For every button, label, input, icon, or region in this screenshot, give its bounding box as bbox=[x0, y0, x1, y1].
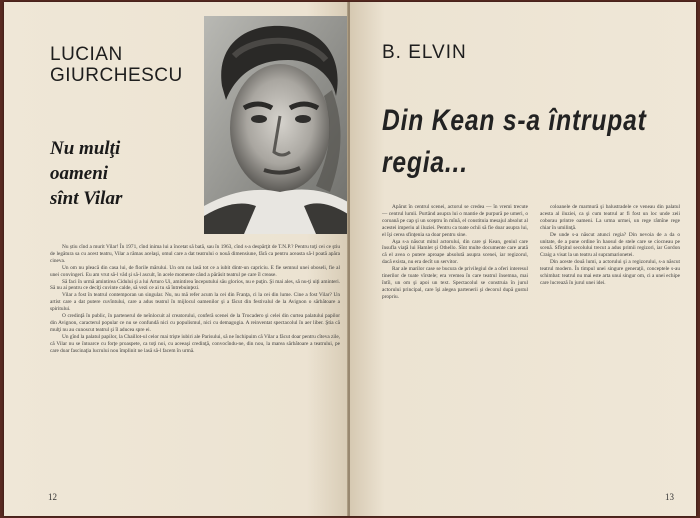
paragraph: O credinţă în public, în partenerul de neînlocuit al creatorului, conferă scenei de la Trocadero şi celei din curtea palatului papilor din Avignon, caracterul popular ce nu se confundă nici cu populismul, nici cu demagogia. A reinventat spectacolul în aer liber. Ştia că mulţi nu au cunoscut teatrul şi îl aducea spre ei. bbox=[50, 313, 340, 333]
paragraph: Aşa s-a născut mitul actorului, din care şi Kean, geniul care însufla viaţă lui Hamlet şi Othello. Sînt multe documente care arată că el avea o putere aproape absolută asupra scenei, iar regizorul, dacă exista, nu era decît un servitor. bbox=[382, 238, 528, 266]
headline-line-2: oameni bbox=[50, 163, 109, 184]
portrait-illustration bbox=[204, 16, 348, 234]
magazine-spread bbox=[4, 2, 696, 516]
page-number-right: 13 bbox=[665, 492, 674, 502]
right-page bbox=[350, 2, 696, 516]
right-author: B. ELVIN bbox=[382, 42, 467, 63]
headline-line-3: sînt Vilar bbox=[50, 188, 123, 209]
headline-line-1: Din Kean s-a întrupat bbox=[382, 104, 647, 137]
right-headline bbox=[382, 100, 647, 184]
paragraph: Un om nu pleacă din casa lui, de florile mărului. Un om nu lasă tot ce a iubit dintr-un capriciu. E fie semnul unei oboseli, fie al unei convingeri. Eu am vrut să-l văd şi să-l ascult, în acele momente când a părăsit teatrul pe care îl crease. bbox=[50, 264, 340, 278]
left-page bbox=[4, 2, 348, 516]
left-author bbox=[50, 44, 183, 86]
paragraph: Vilar a fost în teatrul contemporan un singular. Nu, nu mă refer acum la cei din Franţa, ci la cei din lume. Cine a fost Vilar? Un artist care a dat putere cuvîntului, care a adus teatrul în mijlocul oamenilor şi a făcut din festivalul de la Avignon o sărbătoare a spiritului. bbox=[50, 292, 340, 313]
portrait-photo bbox=[204, 16, 348, 234]
paragraph: Din aceste două lumi, a actorului şi a regizorului, s-a născut teatrul modern. În timpul unei singure generaţii, conceptele s-au schimbat: teatrul nu mai este arta unui singur om, ci a unei echipe care lucrează în jurul unei idei. bbox=[540, 259, 680, 286]
left-headline bbox=[50, 136, 122, 211]
page-number-left: 12 bbox=[48, 492, 57, 502]
paragraph: Un gînd la palatul papilor, la Chaillot-ul celor mai trişte iubiri ale Parisului, să ne închipuim că Vilar a făcut doar pentru cîteva zile, că Vilar nu se întoarce cu forţe proaspete, ca toţi noi, cu aceeaşi credinţă, convocîndu-ne, din nou, la marea sărbătoare a teatrului, pe care doar fascinaţia lucrului nou împlinit ne lasă să-l facem în urmă. bbox=[50, 333, 340, 354]
author-last-name: GIURCHESCU bbox=[50, 65, 183, 86]
article-column-1 bbox=[382, 204, 528, 301]
article-column-2 bbox=[540, 204, 680, 287]
paragraph: coloanele de marmură şi balustradele ce veneau din palatul acesta al iluziei, ca şi cum teatrul ar fi fost un loc unde zeii coborau printre oameni. La urma urmei, un rege rămîne rege chiar în umilinţă. bbox=[540, 204, 680, 231]
headline-line-2: regia... bbox=[382, 146, 468, 179]
paragraph: Rar ale marilor case se bucura de privilegiul de a oferi interesul tinerilor de toate vîrstele; era vremea în care teatrul însemna, mai întîi, un om şi apoi un text. Spectacolul se construia în jurul actorului principal, care îşi alegea partenerii şi decorul după gustul propriu. bbox=[382, 266, 528, 300]
headline-line-1: Nu mulţi bbox=[50, 138, 121, 159]
paragraph: Apărut în centrul scenei, actorul se credea — în vremi trecute — centrul lumii. Purtând asupra lui o mantie de purpură pe umeri, o coroană pe cap şi un sceptru în mînă, el constituia mesajul absolut al acestei imperiu al iluziei. Pentru ca toate ochii să fie doar asupra lui, el îşi cerea sfinţenia sa doar pentru sine. bbox=[382, 204, 528, 238]
paragraph: De unde s-a născut atunci regia? Din nevoia de a da o unitate, de a pune ordine în haosul de stele care se ciocneau pe scenă. Sfîrşitul secolului trecut a adus primii regizori, iar Gordon Craig a visat la un teatru al supramarionetei. bbox=[540, 231, 680, 259]
paragraph: Nu știu cînd a murit Vilar! În 1971, cînd inima lui a încetat să bată, sau în 1963, cînd s-a despărţit de T.N.P.? Pentru toţi cei ce ştiu de legătura sa cu acest teatru, Vilar a rămas acelaşi, omul care a dat teatrului o nouă dimensiune, fără ca pentru aceasta să-l poată apăra cineva. bbox=[50, 244, 340, 264]
paragraph: Să faci în urmă amintirea Cidului şi a lui Arturo Ui, amintirea începutului său glorios, nu e puţin. Şi mai ales, să nu-ţi uiţi aminteri. Să nu ai pentru ce deciţi cuvinte calde, să vezi ce ai tu să întrebuinţezi. bbox=[50, 278, 340, 292]
author-first-name: LUCIAN bbox=[50, 44, 123, 65]
left-article-body bbox=[50, 244, 340, 355]
